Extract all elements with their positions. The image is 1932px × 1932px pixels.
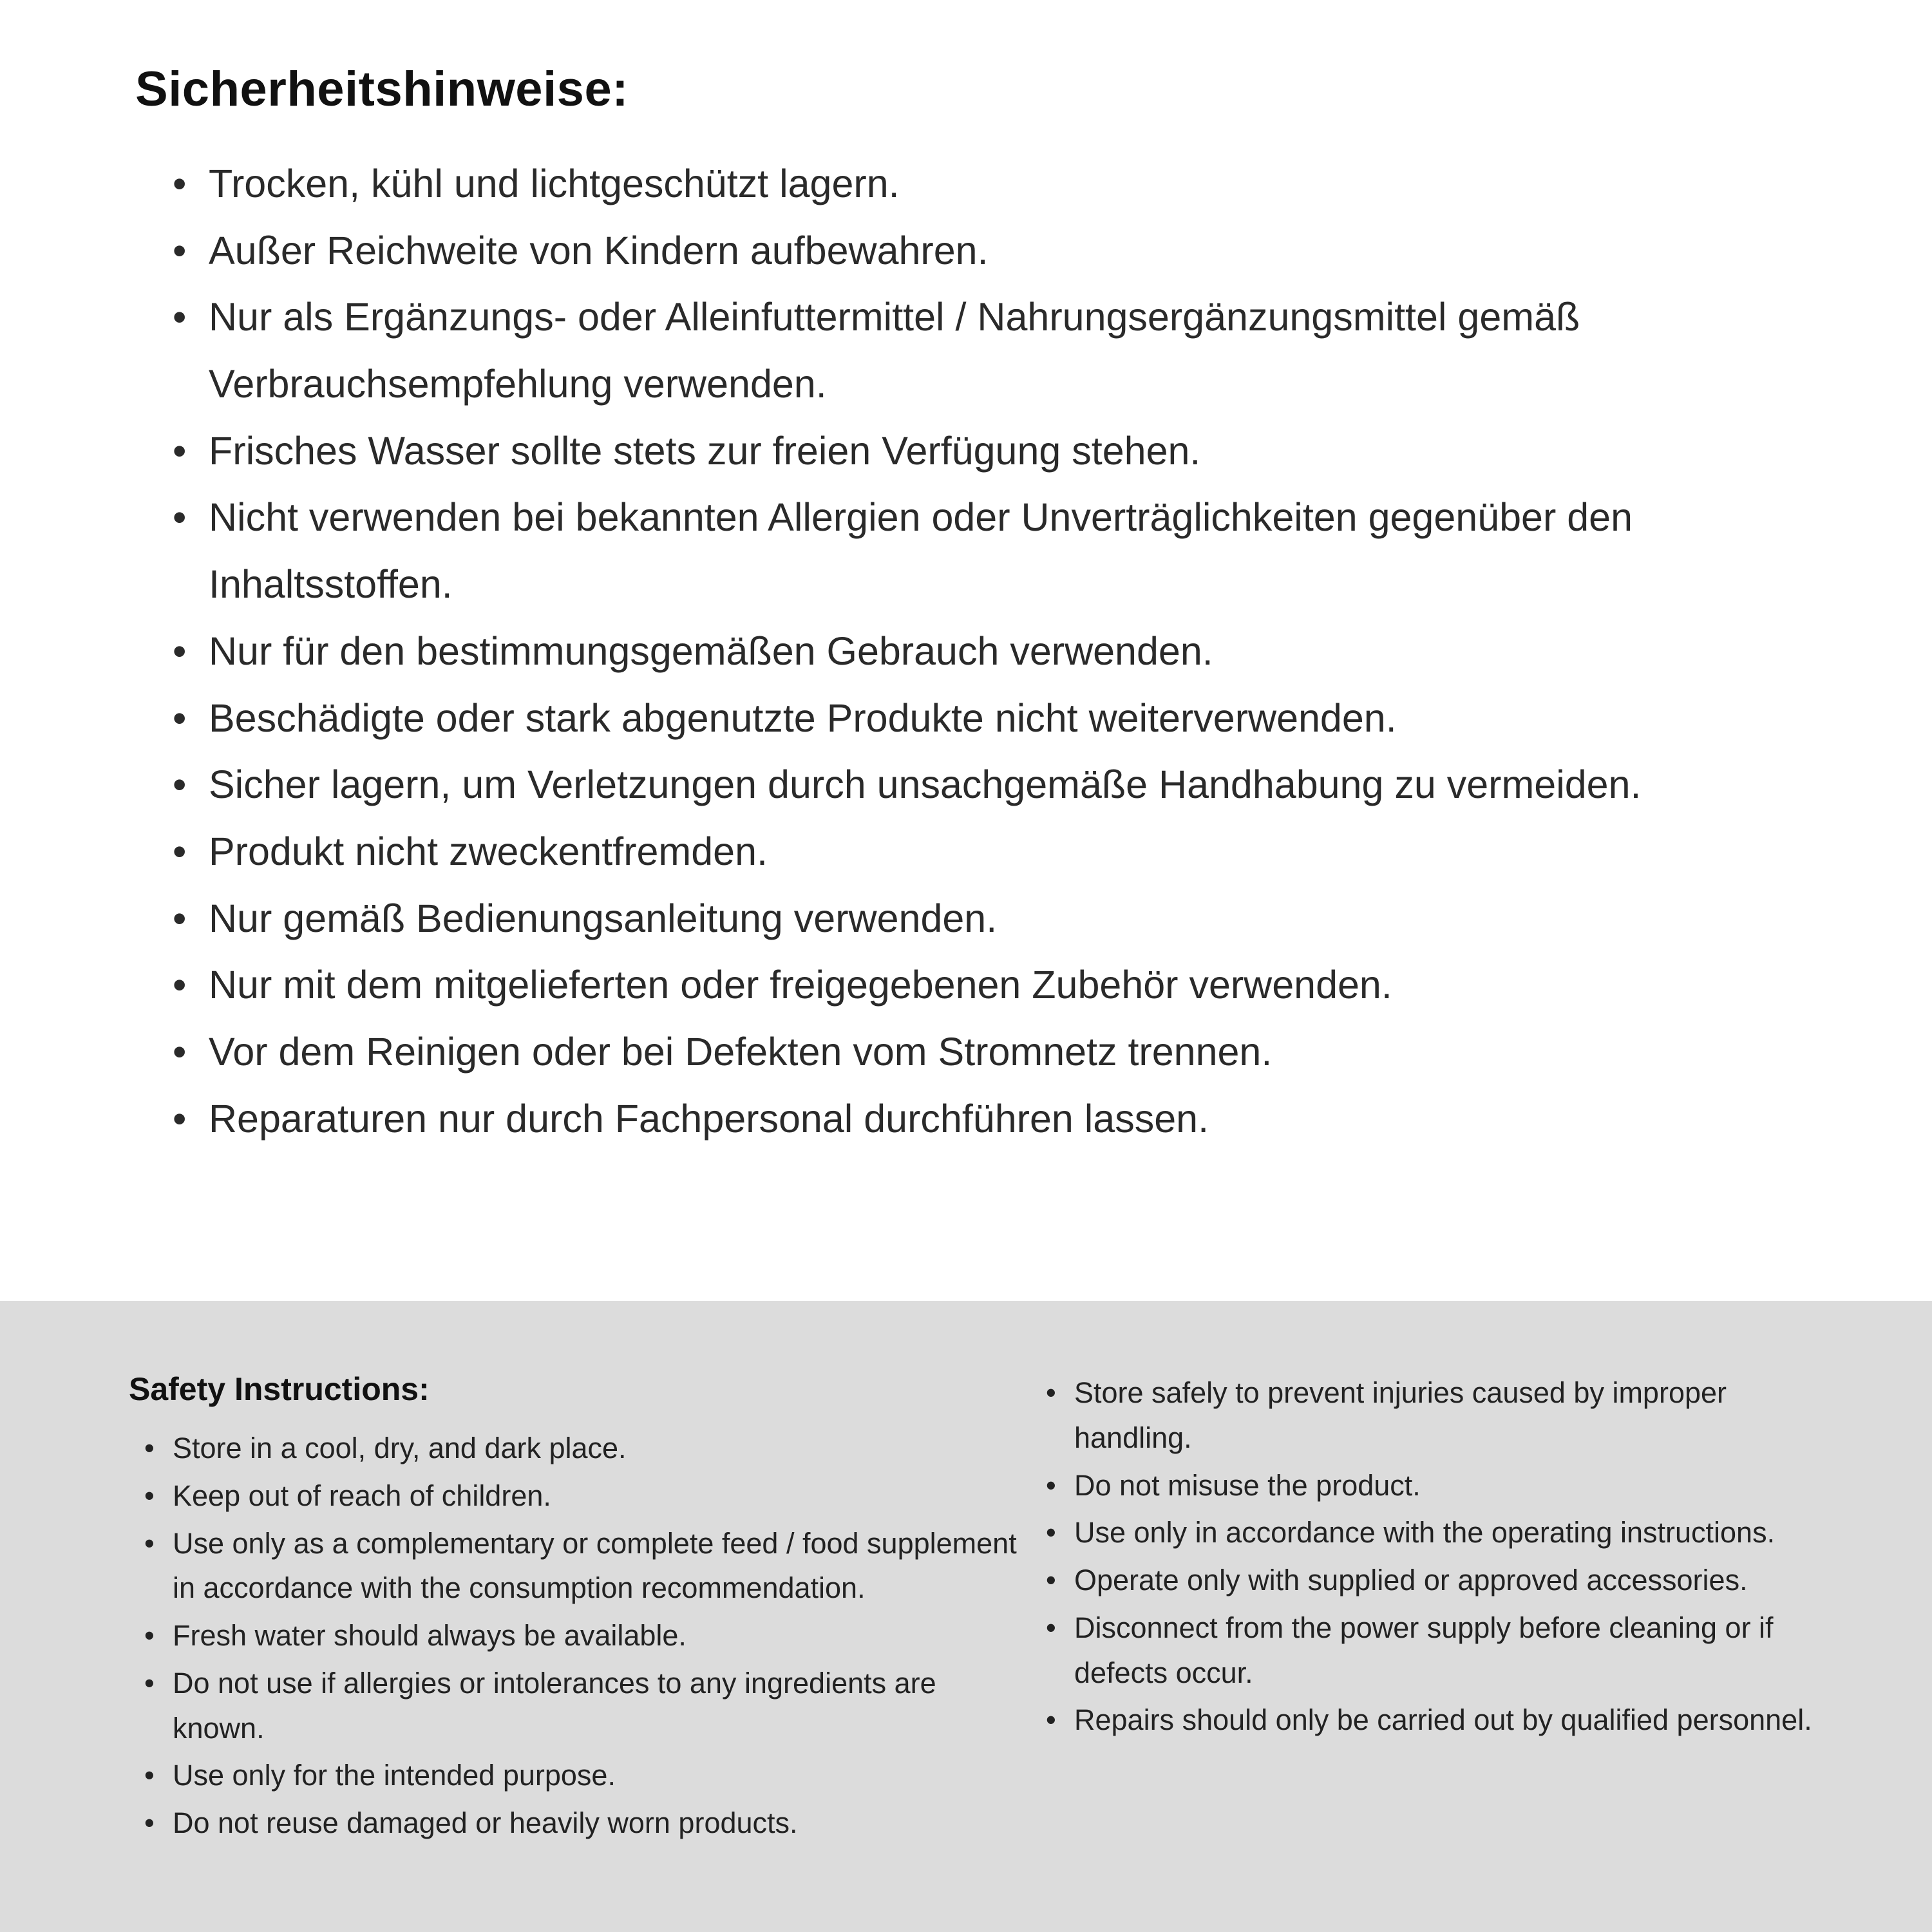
list-item: • Frisches Wasser sollte stets zur freien Verfügung stehen. xyxy=(173,418,1803,485)
list-item: • Keep out of reach of children. xyxy=(144,1473,1030,1519)
german-safety-list xyxy=(135,151,1803,1152)
list-item: • Repairs should only be carried out by qualified personnel. xyxy=(1046,1698,1835,1743)
list-item: • Use only as a complementary or complete feed / food supplement in accordance with the consumption recommendation. xyxy=(144,1521,1030,1611)
german-section-title: Sicherheitshinweise: xyxy=(135,62,629,117)
english-safety-list-right xyxy=(1030,1370,1835,1743)
list-item: • Store safely to prevent injuries caused by improper handling. xyxy=(1046,1370,1835,1461)
english-left-column xyxy=(129,1370,1030,1848)
list-item: • Sicher lagern, um Verletzungen durch unsachgemäße Handhabung zu vermeiden. xyxy=(173,752,1803,819)
english-right-column xyxy=(1030,1370,1835,1745)
list-item: • Außer Reichweite von Kindern aufbewahren. xyxy=(173,218,1803,285)
english-safety-section xyxy=(0,1301,1932,1932)
list-item: • Disconnect from the power supply before cleaning or if defects occur. xyxy=(1046,1605,1835,1696)
list-item: • Trocken, kühl und lichtgeschützt lagern. xyxy=(173,151,1803,218)
english-section-title: Safety Instructions: xyxy=(129,1371,430,1407)
list-item: • Nur als Ergänzungs- oder Alleinfuttermittel / Nahrungsergänzungsmittel gemäß Verbrauchsempfehlung verwenden. xyxy=(173,284,1803,417)
list-item: • Use only for the intended purpose. xyxy=(144,1753,1030,1798)
list-item: • Nur mit dem mitgelieferten oder freigegebenen Zubehör verwenden. xyxy=(173,952,1803,1019)
list-item: • Vor dem Reinigen oder bei Defekten vom Stromnetz trennen. xyxy=(173,1019,1803,1086)
list-item: • Nicht verwenden bei bekannten Allergien oder Unverträglichkeiten gegenüber den Inhaltsstoffen. xyxy=(173,484,1803,618)
list-item: • Fresh water should always be available. xyxy=(144,1613,1030,1658)
list-item: • Use only in accordance with the operating instructions. xyxy=(1046,1510,1835,1555)
english-safety-list-left xyxy=(129,1426,1030,1846)
list-item: • Produkt nicht zweckentfremden. xyxy=(173,819,1803,886)
list-item: • Beschädigte oder stark abgenutzte Produkte nicht weiterverwenden. xyxy=(173,685,1803,752)
list-item: • Do not misuse the product. xyxy=(1046,1463,1835,1508)
list-item: • Nur für den bestimmungsgemäßen Gebrauch verwenden. xyxy=(173,618,1803,685)
list-item: • Operate only with supplied or approved accessories. xyxy=(1046,1558,1835,1603)
list-item: • Store in a cool, dry, and dark place. xyxy=(144,1426,1030,1471)
list-item: • Do not reuse damaged or heavily worn products. xyxy=(144,1801,1030,1846)
list-item: • Reparaturen nur durch Fachpersonal durchführen lassen. xyxy=(173,1086,1803,1153)
list-item: • Do not use if allergies or intolerances to any ingredients are known. xyxy=(144,1661,1030,1751)
list-item: • Nur gemäß Bedienungsanleitung verwenden. xyxy=(173,886,1803,952)
